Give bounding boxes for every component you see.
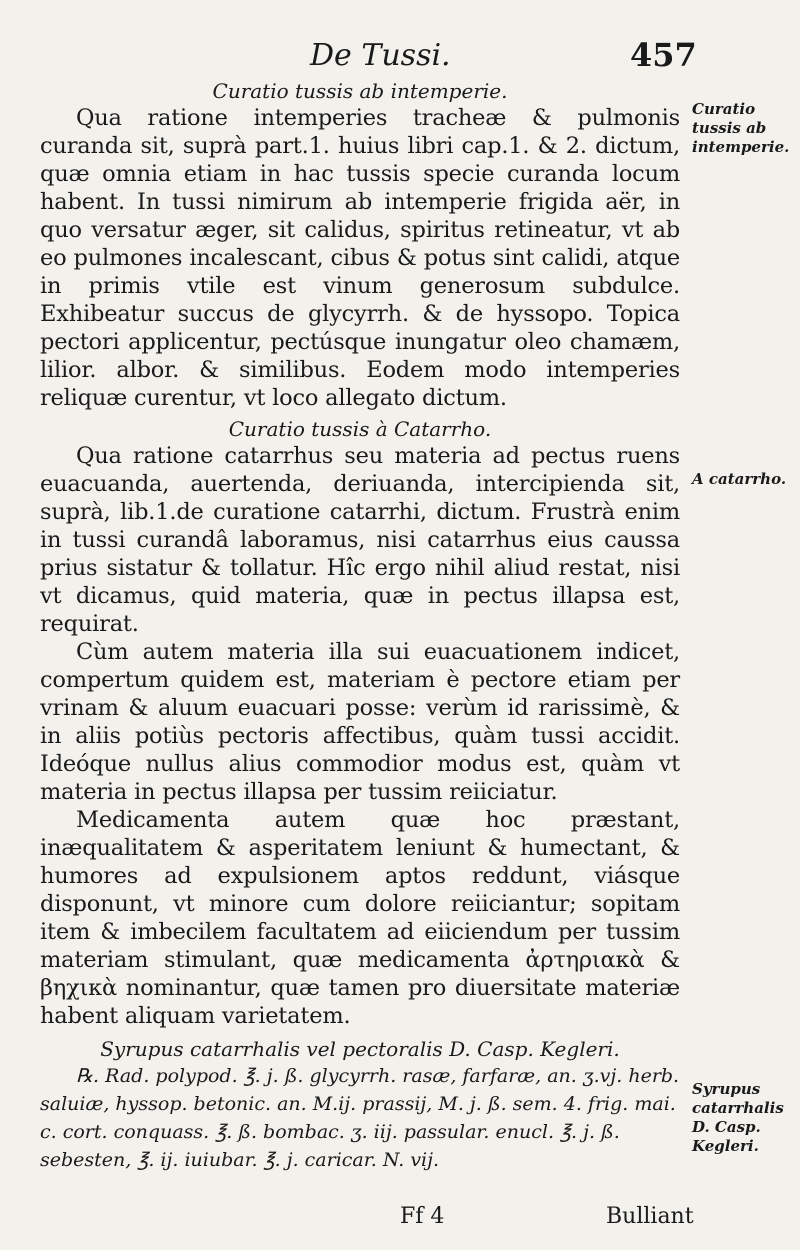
recipe-text: ℞. Rad. polypod. ℥. j. ß. glycyrrh. rasæ, farfaræ, an. ʒ.vj. herb. saluiæ, hyssop. betonic. an. M.ij. prassij, M. j. ß. sem. 4. frig. mai. c. cort. conquass. ℥. ß. bombac. ʒ. iij. passular. enucl. ℥. j. ß. sebesten, ℥. ij. iuiubar. ℥. j. caricar. N. vij. (40, 1065, 680, 1171)
paragraph-catarrho-2: Cùm autem materia illa sui euacuationem indicet, compertum quidem est, materiam è pectore etiam per vrinam & aluum euacuari posse: verùm id rarissimè, & in aliis potiùs pectoris affectibus, quàm tussi accidit. Ideóque nullus alius commodior modus est, quàm vt materia in pectus illapsa per tussim reiiciatur. (40, 639, 680, 805)
page-footer (40, 1204, 700, 1234)
running-title: De Tussi. (310, 38, 451, 73)
margin-note-intemperie: Curatio tussis ab intemperie. (692, 100, 790, 156)
page-header (40, 36, 697, 78)
main-text (40, 78, 680, 1174)
paragraph-intemperie: Qua ratione intemperies tracheæ & pulmonis curanda sit, suprà part.1. huius libri cap.1. & 2. dictum, quæ omnia etiam in hac tussis specie curanda locum habent. In tussi nimirum ab intemperie frigida aër, in quo versatur æger, sit calidus, spiritus retineatur, vt ab eo pulmones incalescant, cibus & potus sint calidi, atque in primis vtile est vinum generosum subdulce. Exhibeatur succus de glycyrrh. & de hyssopo. Topica pectori applicentur, pectúsque inungatur oleo chamæm, lilior. albor. & similibus. Eodem modo intemperies reliquæ curentur, vt loco allegato dictum. (40, 105, 680, 411)
paragraph-catarrho-3: Medicamenta autem quæ hoc præstant, inæqualitatem & asperitatem leniunt & humectant, & humores ad expulsionem aptos reddunt, viásque disponunt, vt minore cum dolore reiiciantur; sopitam item & imbecilem facultatem ad eiiciendum per tussim materiam stimulant, quæ medicamenta ἀρτηριακὰ & βηχικὰ nominantur, quæ tamen pro diuersitate materiæ habent aliquam varietatem. (40, 807, 680, 1029)
catchword: Bulliant (606, 1204, 694, 1229)
section-heading-catarrho: Curatio tussis à Catarrho. (228, 417, 492, 441)
page-number: 457 (630, 36, 697, 74)
margin-note-catarrho: A catarrho. (692, 470, 787, 488)
paragraph-catarrho-1: Qua ratione catarrhus seu materia ad pectus ruens euacuanda, auertenda, deriuanda, intercipienda sit, suprà, lib.1.de curatione catarrhi, dictum. Frustrà enim in tussi curandâ laboramus, nisi catarrhus eius caussa prius sistatur & tollatur. Hîc ergo nihil aliud restat, nisi vt dicamus, quid materia, quæ in pectus illapsa est, requirat. (40, 443, 680, 637)
margin-note-syrupus: Syrupus catarrhalis D. Casp. Kegleri. (692, 1080, 784, 1155)
signature-mark: Ff 4 (400, 1204, 445, 1229)
section-heading-syrupus: Syrupus catarrhalis vel pectoralis D. Casp. Kegleri. (100, 1037, 620, 1061)
section-heading-intemperie: Curatio tussis ab intemperie. (212, 79, 508, 103)
